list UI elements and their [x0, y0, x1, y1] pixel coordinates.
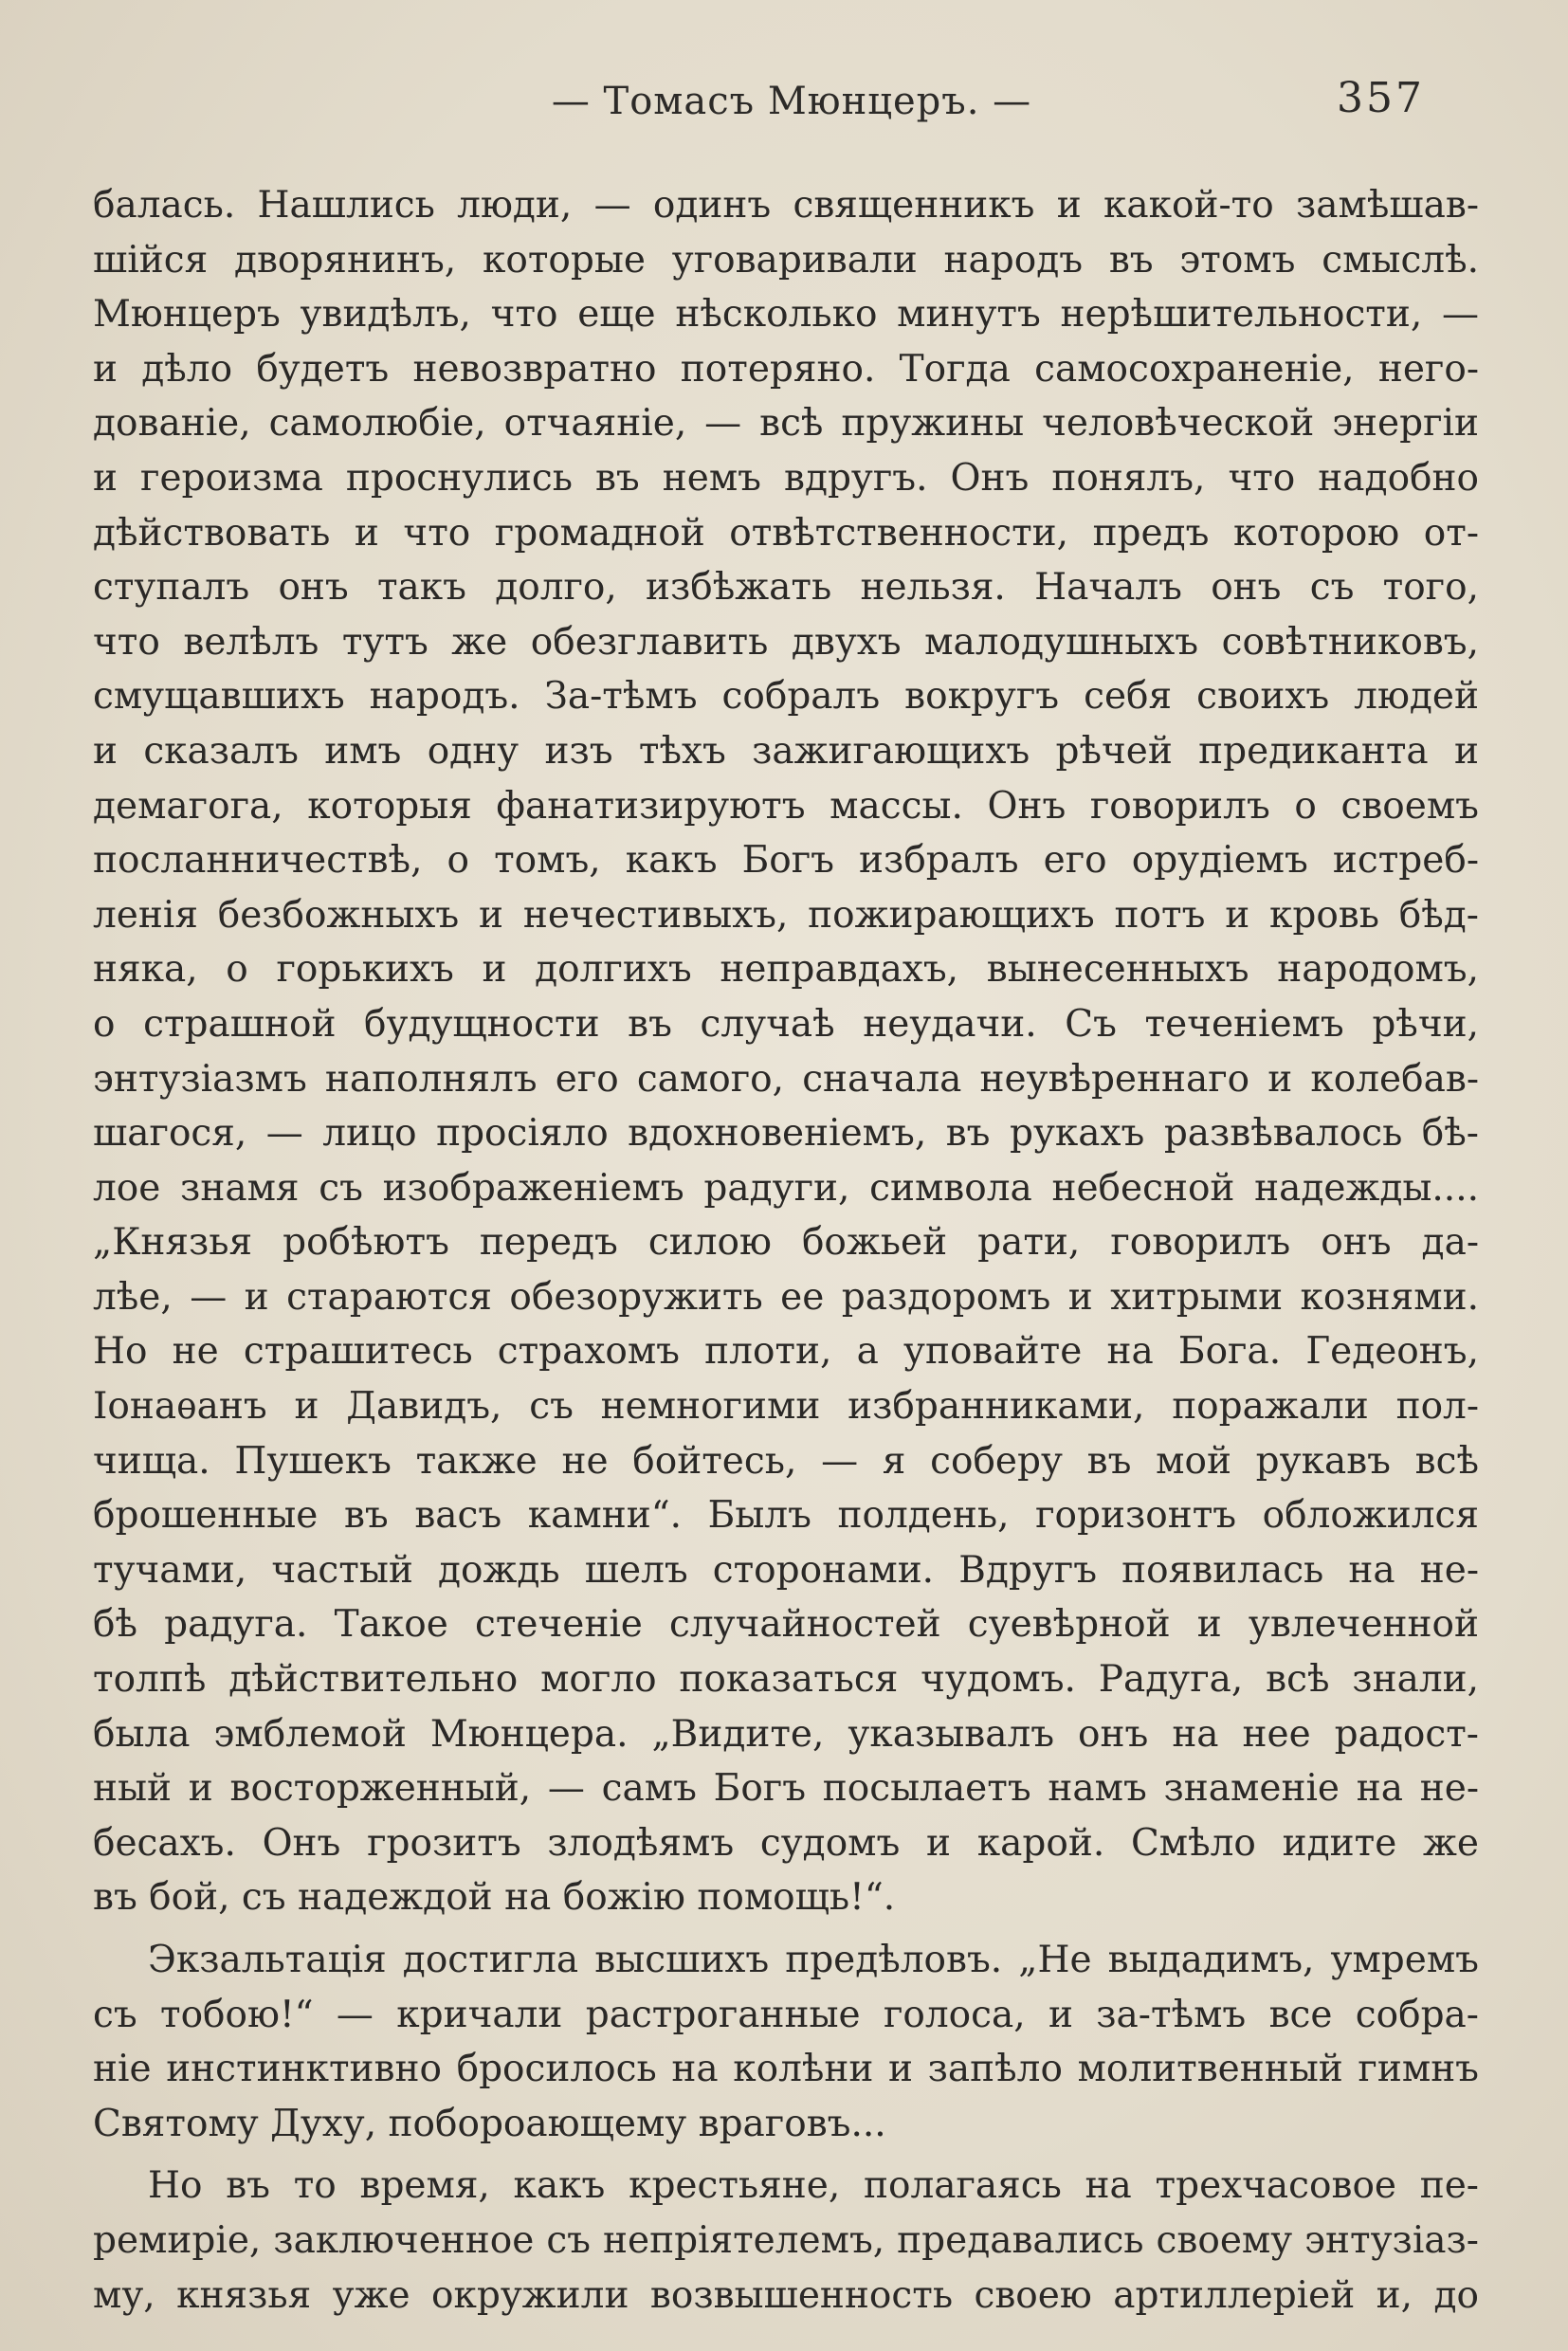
text-line: о страшной будущности въ случаѣ неудачи. Съ теченіемъ рѣчи,: [93, 1002, 1479, 1046]
text-line: посланничествѣ, о томъ, какъ Богъ избралъ его орудіемъ истреб-: [93, 839, 1479, 883]
text-line: смущавшихъ народъ. За-тѣмъ собралъ вокругъ себя своихъ людей: [93, 675, 1479, 719]
text-line: Экзальтація достигла высшихъ предѣловъ. „Не выдадимъ, умремъ: [148, 1939, 1479, 1981]
text-line: Но не страшитесь страхомъ плоти, а уповайте на Бога. Гедеонъ,: [93, 1330, 1479, 1374]
text-line: шагося, — лицо просіяло вдохновеніемъ, въ рукахъ развѣвалось бѣ-: [93, 1112, 1479, 1156]
text-line: толпѣ дѣйствительно могло показаться чудомъ. Радуга, всѣ знали,: [93, 1658, 1479, 1702]
text-line: Но въ то время, какъ крестьяне, полагаясь на трехчасовое пе-: [148, 2164, 1479, 2208]
paragraph: [93, 2159, 1479, 2323]
text-line: Іонаѳанъ и Давидъ, съ немногими избранниками, поражали пол-: [93, 1385, 1479, 1429]
text-line: бесахъ. Онъ грозитъ злодѣямъ судомъ и карой. Смѣло идите же: [93, 1821, 1479, 1865]
text-line: дѣйствовать и что громадной отвѣтственности, предъ которою от-: [93, 511, 1479, 555]
body-text: [93, 178, 1479, 2323]
running-title: — Томасъ Мюнцеръ. —: [551, 80, 1032, 123]
text-line: ніе инстинктивно бросилось на колѣни и запѣло молитвенный гимнъ: [93, 2048, 1479, 2091]
page-number: 357: [1337, 74, 1425, 122]
paragraph-gap: [93, 2151, 1479, 2159]
text-line: тучами, частый дождь шелъ сторонами. Вдругъ появилась на не-: [93, 1548, 1479, 1592]
text-line: что велѣлъ тутъ же обезглавить двухъ малодушныхъ совѣтниковъ,: [93, 620, 1479, 664]
text-line: му, князья уже окружили возвышенность своею артиллеріей и, до: [93, 2273, 1479, 2317]
text-line: энтузіазмъ наполнялъ его самого, сначала неувѣреннаго и колебав-: [93, 1057, 1479, 1101]
text-line: и героизма проснулись въ немъ вдругъ. Онъ понялъ, что надобно: [93, 456, 1479, 500]
text-line: и сказалъ имъ одну изъ тѣхъ зажигающихъ рѣчей предиканта и: [93, 729, 1479, 773]
text-line: дованіе, самолюбіе, отчаяніе, — всѣ пружины человѣческой энергіи: [93, 402, 1479, 446]
paragraph-gap: [93, 1925, 1479, 1933]
text-line: лое знамя съ изображеніемъ радуги, символа небесной надежды....: [93, 1166, 1479, 1210]
text-line: была эмблемой Мюнцера. „Видите, указывалъ онъ на нее радост-: [93, 1712, 1479, 1756]
text-line: лѣе, — и стараются обезоружить ее раздоромъ и хитрыми кознями.: [93, 1275, 1479, 1319]
paragraph: [93, 1933, 1479, 2151]
text-line: ремиріе, заключенное съ непріятелемъ, предавались своему энтузіаз-: [93, 2218, 1479, 2262]
text-line: въ бой, съ надеждой на божію помощь!“.: [93, 1876, 896, 1920]
text-line: и дѣло будетъ невозвратно потеряно. Тогда самосохраненіе, него-: [93, 347, 1479, 391]
paragraph: [93, 178, 1479, 1925]
text-line: демагога, которыя фанатизируютъ массы. Онъ говорилъ о своемъ: [93, 784, 1479, 828]
text-line: бѣ радуга. Такое стеченіе случайностей суевѣрной и увлеченной: [93, 1603, 1479, 1647]
text-line: няка, о горькихъ и долгихъ неправдахъ, вынесенныхъ народомъ,: [93, 948, 1479, 992]
text-line: брошенные въ васъ камни“. Былъ полдень, горизонтъ обложился: [93, 1494, 1479, 1538]
text-line: чища. Пушекъ также не бойтесь, — я соберу въ мой рукавъ всѣ: [93, 1439, 1479, 1483]
page-header: [0, 74, 1568, 131]
text-line: балась. Нашлись люди, — одинъ священникъ и какой-то замѣшав-: [93, 184, 1479, 227]
text-line: ступалъ онъ такъ долго, избѣжать нельзя. Началъ онъ съ того,: [93, 566, 1479, 610]
text-line: съ тобою!“ — кричали растроганные голоса, и за-тѣмъ все собра-: [93, 1993, 1479, 2036]
text-line: „Князья робѣютъ передъ силою божьей рати, говорилъ онъ да-: [93, 1221, 1479, 1265]
text-line: ный и восторженный, — самъ Богъ посылаетъ намъ знаменіе на не-: [93, 1767, 1479, 1811]
text-line: шійся дворянинъ, которые уговаривали народъ въ этомъ смыслѣ.: [93, 238, 1479, 282]
text-line: Святому Духу, побороающему враговъ...: [93, 2102, 886, 2145]
text-line: ленія безбожныхъ и нечестивыхъ, пожирающихъ потъ и кровь бѣд-: [93, 893, 1479, 937]
text-line: Мюнцеръ увидѣлъ, что еще нѣсколько минутъ нерѣшительности, —: [93, 293, 1479, 337]
